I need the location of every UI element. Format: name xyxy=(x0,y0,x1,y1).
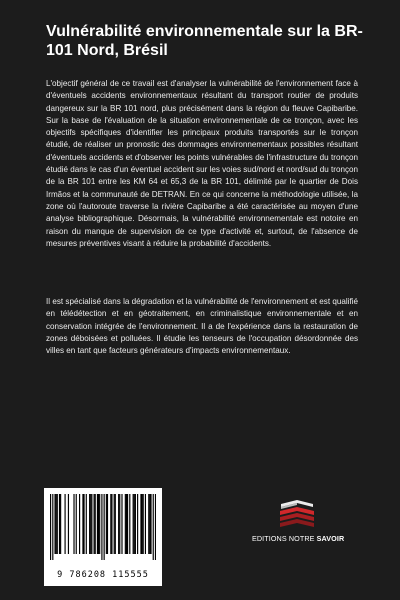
barcode-bar xyxy=(137,494,138,554)
barcode-bar xyxy=(91,494,92,554)
barcode-bar xyxy=(50,494,51,560)
barcode-bar xyxy=(65,494,66,554)
barcode-bar xyxy=(127,494,128,554)
barcode-bar xyxy=(54,494,55,554)
barcode-bar xyxy=(73,494,74,554)
barcode-bar xyxy=(133,494,134,554)
barcode-bar xyxy=(153,494,154,560)
barcode-bar xyxy=(145,494,146,554)
barcode-bar xyxy=(104,494,105,560)
barcode-bar xyxy=(52,494,53,560)
barcode-bar xyxy=(150,494,151,554)
barcode-bar xyxy=(129,494,130,554)
barcode-bar xyxy=(94,494,95,554)
barcode-bar xyxy=(140,494,141,554)
barcode-bar xyxy=(107,494,108,554)
barcode-bar xyxy=(115,494,116,554)
barcode-bar xyxy=(95,494,96,554)
barcode-icon xyxy=(50,494,156,560)
barcode-bar xyxy=(134,494,135,554)
barcode-bar xyxy=(98,494,99,554)
book-summary: L'objectif général de ce travail est d'analyser la vulnérabilité de l'environnement face à d'éventuels accidents environnementaux résultant du transport routier de produits dangereux sur la BR 101 nord, plus précisément dans la région du fleuve Capibaribe. Sur la base de l'évaluation de la situation environnementale de ce tronçon, avec les objectifs spécifiques d'identifier les principaux produits transportés sur le tronçon étudié, de réaliser un pronostic des dommages environnementaux possibles résultant d'éventuels accidents et d'observer les points vulnérables de l'infrastructure du tronçon étudié dans le cas d'un éventuel accident sur les voies sud/nord et nord/sud du tronçon de la BR 101 entre les KM 64 et 65,3 de la BR 101, délimité par le quartier de Dois Irmãos et la communauté de DETRAN. En ce qui concerne la méthodologie utilisée, la zone où l'autoroute traverse la rivière Capibaribe a été caractérisée au moyen d'une analyse bibliographique. Désormais, la vulnérabilité environnementale est notoire en raison du manque de supervision de ce type d'activité et, surtout, de l'absence de mesures préventives visant à réduire la probabilité d'accidents. xyxy=(46,79,359,248)
author-bio: Il est spécialisé dans la dégradation et la vulnérabilité de l'environnement et est qualifié en télédétection et en géotraitement, en criminalistique environnementale et en conservation intégrée de l'environnement. Il a de l'expérience dans la restauration de zones déboisées et polluées. Il étudie les tenseurs de l'occupation désordonnée des villes en tant que facteurs générateurs d'impacts environnementaux. xyxy=(46,297,358,356)
barcode-bar xyxy=(119,494,120,554)
book-stack-icon xyxy=(277,496,317,530)
barcode-bar xyxy=(56,494,57,554)
barcode-bar xyxy=(99,494,100,554)
barcode-bar xyxy=(141,494,142,554)
barcode-bar xyxy=(97,494,98,554)
barcode-bar xyxy=(68,494,69,554)
barcode-bar xyxy=(143,494,144,554)
publisher-logo xyxy=(252,496,345,543)
barcode-bar xyxy=(135,494,136,554)
isbn-number: 9 786208 115555 xyxy=(57,570,149,580)
barcode-bar xyxy=(76,494,77,554)
barcode-bar xyxy=(82,494,83,554)
barcode-bar xyxy=(155,494,156,560)
barcode-bar xyxy=(126,494,127,554)
barcode-bar xyxy=(89,494,90,554)
isbn-barcode xyxy=(44,488,162,586)
barcode-bar xyxy=(83,494,84,554)
barcode-bar xyxy=(57,494,58,554)
barcode-bar xyxy=(114,494,115,554)
publisher-name: EDITIONS NOTRE SAVOIR xyxy=(252,534,345,543)
barcode-bar xyxy=(79,494,80,554)
barcode-bar xyxy=(106,494,107,554)
barcode-bar xyxy=(60,494,61,554)
book-title: Vulnérabilité environnementale sur la BR-101 Nord, Brésil xyxy=(46,23,363,59)
barcode-bar xyxy=(121,494,122,554)
barcode-bar xyxy=(110,494,111,554)
barcode-bar xyxy=(111,494,112,554)
barcode-bar xyxy=(148,494,149,554)
barcode-bar xyxy=(125,494,126,554)
barcode-bar xyxy=(86,494,87,554)
barcode-bar xyxy=(149,494,150,554)
barcode-bar xyxy=(118,494,119,554)
barcode-bar xyxy=(101,494,102,560)
barcode-bar xyxy=(59,494,60,554)
barcode-bar xyxy=(90,494,91,554)
